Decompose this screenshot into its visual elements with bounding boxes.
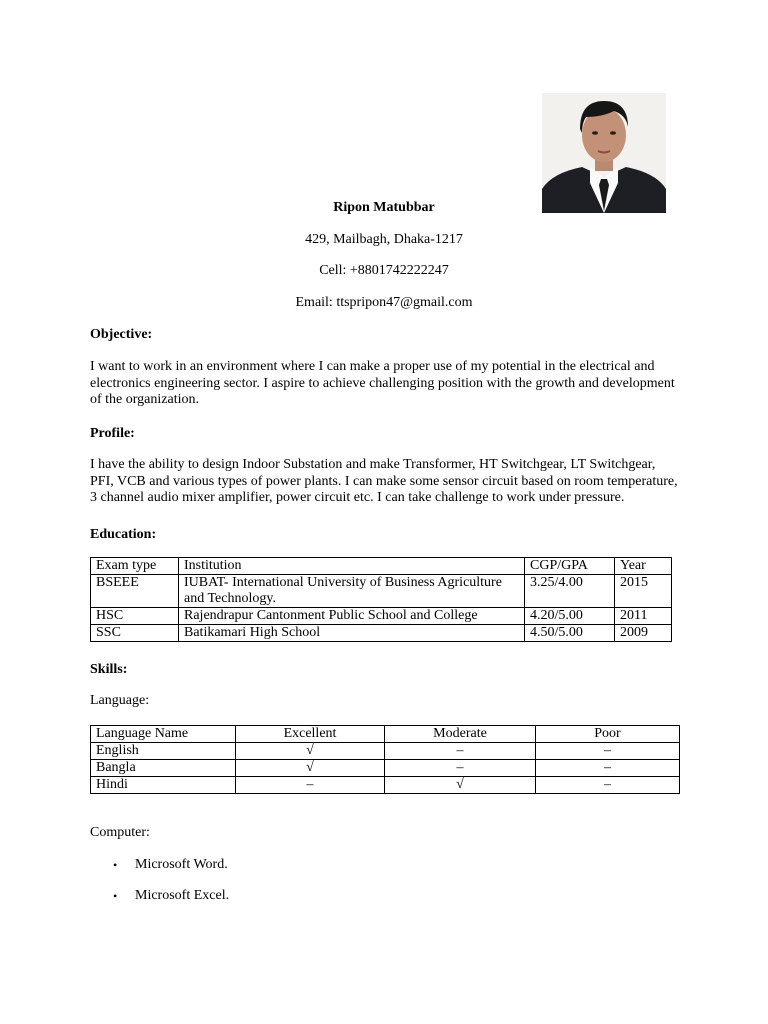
objective-text: [90, 359, 680, 409]
email: Email: ttspripon47@gmail.com: [295, 295, 473, 310]
address: 429, Mailbagh, Dhaka-1217: [305, 232, 463, 247]
table-header-cell: Excellent: [236, 726, 385, 743]
table-row: [91, 760, 680, 777]
table-cell: –: [385, 760, 536, 777]
table-row: [91, 777, 680, 794]
table-header-row: [91, 726, 680, 743]
table-header-cell: Poor: [536, 726, 680, 743]
table-header-cell: CGP/GPA: [525, 558, 615, 575]
table-header-cell: Exam type: [91, 558, 179, 575]
table-cell: English: [91, 743, 236, 760]
computer-label: Computer:: [90, 825, 150, 840]
table-cell: –: [236, 777, 385, 794]
profile-line: 3 channel audio mixer amplifier, power circuit etc. I can take challenge to work under pressure.: [90, 490, 625, 505]
table-cell: –: [536, 760, 680, 777]
objective-heading: Objective:: [90, 327, 153, 342]
profile-line: PFI, VCB and various types of power plants. I can make some sensor circuit based on room temperature,: [90, 473, 678, 489]
table-cell: 2015: [615, 575, 672, 608]
table-cell: HSC: [91, 608, 179, 625]
table-row: [91, 608, 672, 625]
list-item: Microsoft Word.: [135, 857, 228, 872]
profile-photo: [542, 93, 666, 213]
cell-number: Cell: +8801742222247: [319, 263, 449, 278]
education-heading: Education:: [90, 527, 157, 542]
table-cell: 3.25/4.00: [525, 575, 615, 608]
table-cell: √: [236, 760, 385, 777]
table-cell: 2011: [615, 608, 672, 625]
table-cell: √: [236, 743, 385, 760]
bullet-icon: •: [113, 889, 118, 903]
table-header-cell: Moderate: [385, 726, 536, 743]
candidate-name: Ripon Matubbar: [333, 200, 435, 215]
profile-photo-image: [542, 93, 666, 213]
table-header-cell: Language Name: [91, 726, 236, 743]
profile-text: [90, 457, 680, 507]
table-cell: Hindi: [91, 777, 236, 794]
table-row: [91, 743, 680, 760]
language-label: Language:: [90, 693, 150, 708]
profile-line: I have the ability to design Indoor Substation and make Transformer, HT Switchgear, LT Switchgear,: [90, 457, 656, 472]
table-cell: Bangla: [91, 760, 236, 777]
education-table: [90, 557, 672, 642]
profile-heading: Profile:: [90, 426, 135, 441]
table-cell: SSC: [91, 625, 179, 642]
table-cell: 4.50/5.00: [525, 625, 615, 642]
table-cell: 2009: [615, 625, 672, 642]
table-cell: BSEEE: [91, 575, 179, 608]
table-cell: Rajendrapur Cantonment Public School and College: [179, 608, 525, 625]
table-row: [91, 575, 672, 608]
bullet-icon: •: [113, 858, 118, 872]
table-cell: –: [536, 777, 680, 794]
table-header-cell: Institution: [179, 558, 525, 575]
objective-line: I want to work in an environment where I can make a proper use of my potential in the electrical and: [90, 359, 655, 374]
table-cell: –: [385, 743, 536, 760]
table-header-row: [91, 558, 672, 575]
skills-heading: Skills:: [90, 662, 128, 677]
language-table: [90, 725, 680, 794]
list-item: Microsoft Excel.: [135, 888, 230, 903]
table-cell: Batikamari High School: [179, 625, 525, 642]
objective-line: electronics engineering sector. I aspire to achieve challenging position with the growth and development: [90, 375, 675, 391]
table-row: [91, 625, 672, 642]
table-cell: 4.20/5.00: [525, 608, 615, 625]
table-cell: √: [385, 777, 536, 794]
table-header-cell: Year: [615, 558, 672, 575]
objective-line: of the organization.: [90, 392, 199, 407]
table-cell: –: [536, 743, 680, 760]
table-cell: IUBAT- International University of Business Agriculture and Technology.: [179, 575, 525, 608]
